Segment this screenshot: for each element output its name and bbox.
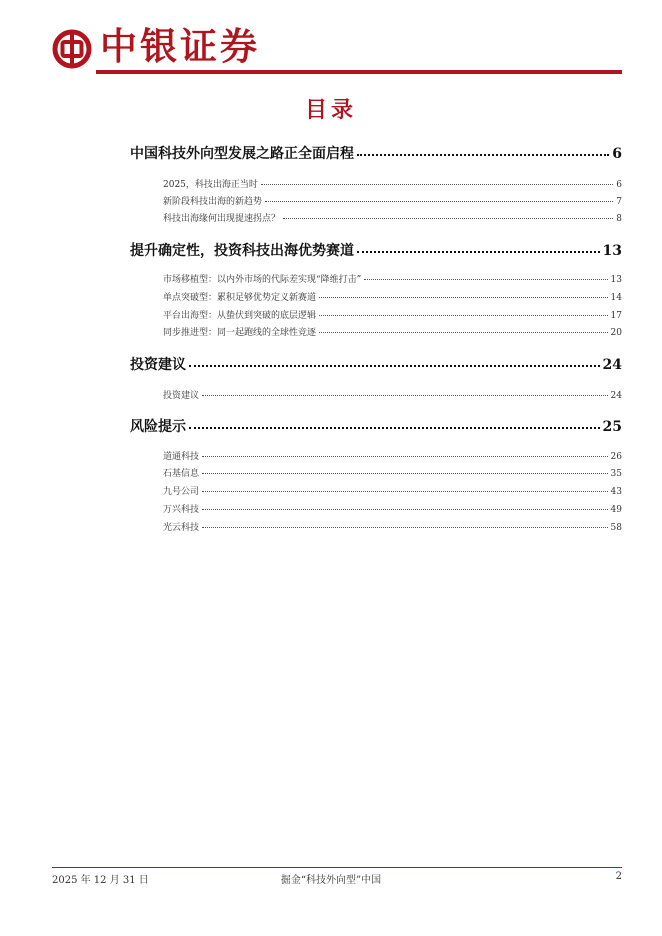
toc-page-number: 6 [616,180,622,190]
dot-leader [319,315,608,316]
toc-subsection-title: 光云科技 [163,523,200,533]
footer-page-number: 2 [615,871,622,882]
dot-leader [265,201,613,202]
toc-page-number: 7 [616,197,622,207]
toc-page-number: 20 [610,328,622,338]
footer-report-title: 掘金“科技外向型”中国 [280,875,382,886]
toc-subsection-title: 道通科技 [163,452,200,462]
toc-page-number: 35 [610,469,622,479]
dot-leader [357,154,609,156]
toc-subsection-title: 万兴科技 [163,505,200,515]
dot-leader [202,456,608,457]
toc-subsection-entry[interactable] [163,211,622,224]
dot-leader [202,395,608,396]
dot-leader [319,297,608,298]
dot-leader [357,251,600,253]
dot-leader [364,279,607,280]
footer-divider [52,867,622,868]
footer-date: 2025 年 12 月 31 日 [52,875,149,886]
page-header [0,0,662,80]
toc-subsection-title: 投资建议 [163,391,200,401]
header-divider [96,70,622,74]
toc-page-number: 25 [602,419,622,435]
toc-subsection-entry[interactable] [163,177,622,190]
dot-leader [319,332,608,333]
dot-leader [283,218,613,219]
brand-name: 中银证券 [100,25,260,68]
toc-subsection-title: 市场移植型：以内外市场的代际差实现“降维打击” [163,275,362,285]
toc-subsection-entry[interactable] [163,194,622,207]
toc-section-title: 投资建议 [130,357,186,373]
toc-subsection-entry[interactable] [163,308,622,321]
toc-subsection-title: 同步推进型：同一起跑线的全球性竞逐 [163,328,317,338]
toc-subsection-title: 单点突破型：累积足够优势定义新赛道 [163,293,317,303]
toc-subsection-title: 平台出海型：从蛰伏到突破的底层逻辑 [163,311,317,321]
dot-leader [189,365,600,367]
dot-leader [202,527,608,528]
toc-subsection-entry[interactable] [163,388,622,401]
toc-page-number: 13 [602,243,622,259]
toc-subsection-title: 新阶段科技出海的新趋势 [163,197,263,207]
toc-section-entry[interactable] [130,240,622,260]
toc-subsection-entry[interactable] [163,484,622,497]
toc-section-entry[interactable] [130,143,622,163]
toc-section-title: 风险提示 [130,419,186,435]
toc-subsection-entry[interactable] [163,466,622,479]
toc-page-number: 8 [616,214,622,224]
toc-subsection-title: 石基信息 [163,469,200,479]
dot-leader [202,473,608,474]
dot-leader [202,509,608,510]
toc-subsection-entry[interactable] [163,325,622,338]
toc-subsection-title: 九号公司 [163,487,200,497]
toc-page-number: 13 [610,275,622,285]
toc-page-number: 49 [610,505,622,515]
toc-section-entry[interactable] [130,354,622,374]
toc-page-number: 58 [610,523,622,533]
toc-page-number: 24 [610,391,622,401]
toc-subsection-entry[interactable] [163,520,622,533]
bank-of-china-logo-icon [52,29,92,69]
toc-page-number: 24 [602,357,622,373]
toc-section-entry[interactable] [130,416,622,436]
dot-leader [261,184,613,185]
toc-page-number: 6 [612,146,622,162]
toc-subsection-entry[interactable] [163,502,622,515]
toc-page-number: 26 [610,452,622,462]
toc-section-title: 中国科技外向型发展之路正全面启程 [130,146,354,162]
toc-page-number: 43 [610,487,622,497]
dot-leader [202,491,608,492]
toc-subsection-entry[interactable] [163,290,622,303]
toc-subsection-entry[interactable] [163,272,622,285]
toc-subsection-title: 科技出海缘何出现提速拐点？ [163,214,281,224]
toc-title: 目录 [304,98,357,123]
toc-subsection-title: 2025，科技出海正当时 [163,180,258,190]
toc-section-title: 提升确定性，投资科技出海优势赛道 [130,243,354,259]
toc-page-number: 17 [610,311,622,321]
dot-leader [189,427,600,429]
toc-page-number: 14 [610,293,622,303]
toc-subsection-entry[interactable] [163,449,622,462]
